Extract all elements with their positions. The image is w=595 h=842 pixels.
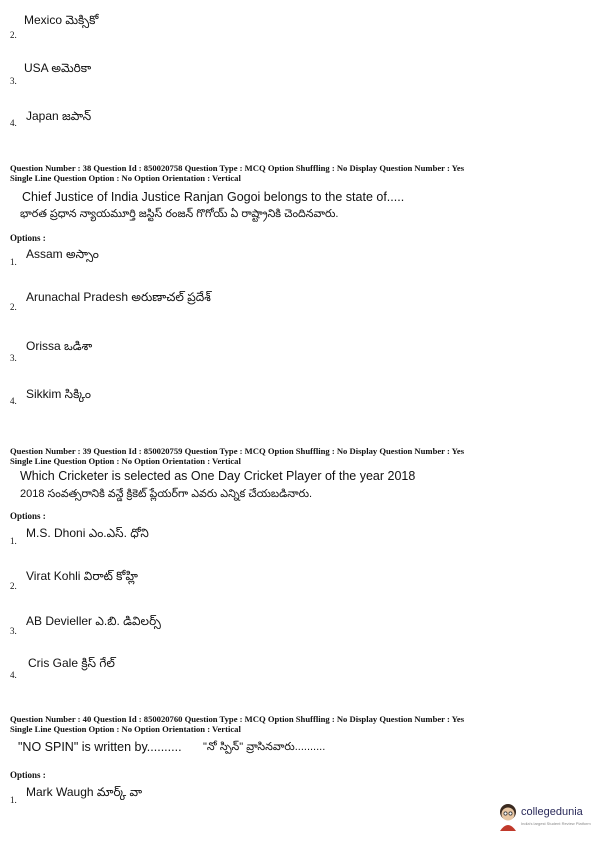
option-number: 4. bbox=[10, 396, 17, 406]
logo-wordmark: collegedunia bbox=[521, 806, 583, 818]
option-text[interactable]: Japan జపాన్ bbox=[26, 109, 92, 123]
option-text[interactable]: Assam అస్సాం bbox=[26, 247, 99, 261]
collegedunia-logo bbox=[497, 803, 589, 837]
option-number: 3. bbox=[10, 76, 17, 86]
option-number: 2. bbox=[10, 581, 17, 591]
option-number: 4. bbox=[10, 670, 17, 680]
option-number: 2. bbox=[10, 30, 17, 40]
option-text[interactable]: Arunachal Pradesh అరుణాచల్ ప్రదేశ్ bbox=[26, 290, 211, 304]
question-meta: Question Number : 38 Question Id : 850020758 Question Type : MCQ Option Shuffling : No Display Question Number : Yes Single Line Question Option : No Option Orientation : Vertical bbox=[10, 163, 465, 183]
option-number: 4. bbox=[10, 118, 17, 128]
option-text[interactable]: Mexico మెక్సికో bbox=[24, 13, 99, 27]
options-label: Options : bbox=[10, 511, 46, 521]
option-text[interactable]: M.S. Dhoni ఎం.ఎస్. ధోని bbox=[26, 526, 149, 540]
option-text[interactable]: Orissa ఒడిశా bbox=[26, 339, 93, 353]
question-text-telugu: 2018 సంవత్సరానికి వన్డే క్రికెట్ ప్లేయర్‌గా ఎవరు ఎన్నిక చేయబడినారు. bbox=[20, 488, 313, 500]
question-text: Which Cricketer is selected as One Day Cricket Player of the year 2018 bbox=[20, 469, 416, 483]
option-text[interactable]: AB Devieller ఎ.బి. డివిలర్స్ bbox=[26, 614, 161, 628]
option-text[interactable]: Virat Kohli విరాట్ కోహ్లి bbox=[26, 569, 138, 583]
options-label: Options : bbox=[10, 770, 46, 780]
question-meta: Question Number : 40 Question Id : 850020760 Question Type : MCQ Option Shuffling : No Display Question Number : Yes Single Line Question Option : No Option Orientation : Vertical bbox=[10, 714, 465, 734]
question-text: Chief Justice of India Justice Ranjan Gogoi belongs to the state of..... bbox=[22, 190, 405, 204]
option-number: 1. bbox=[10, 257, 17, 267]
option-text[interactable]: Mark Waugh మార్క్ వా bbox=[26, 785, 143, 799]
option-number: 1. bbox=[10, 795, 17, 805]
options-label: Options : bbox=[10, 233, 46, 243]
option-text[interactable]: Cris Gale క్రిస్ గేల్ bbox=[28, 656, 115, 670]
option-number: 3. bbox=[10, 626, 17, 636]
option-text[interactable]: Sikkim సిక్కిం bbox=[26, 387, 91, 401]
question-text-telugu: "నో స్పిన్" వ్రాసినవారు.......... bbox=[203, 741, 326, 753]
logo-tagline: India's largest Student Review Platform bbox=[521, 821, 591, 826]
option-text[interactable]: USA అమెరికా bbox=[24, 61, 92, 75]
option-number: 1. bbox=[10, 536, 17, 546]
question-text: "NO SPIN" is written by.......... bbox=[18, 740, 182, 754]
option-number: 2. bbox=[10, 302, 17, 312]
question-text-telugu: భారత ప్రధాన న్యాయమూర్తి జస్టిస్ రంజన్ గొగోయ్ ఏ రాష్ట్రానికి చెందినవారు. bbox=[20, 208, 339, 220]
option-number: 3. bbox=[10, 353, 17, 363]
mascot-icon bbox=[497, 803, 519, 833]
question-meta: Question Number : 39 Question Id : 850020759 Question Type : MCQ Option Shuffling : No Display Question Number : Yes Single Line Question Option : No Option Orientation : Vertical bbox=[10, 446, 465, 466]
